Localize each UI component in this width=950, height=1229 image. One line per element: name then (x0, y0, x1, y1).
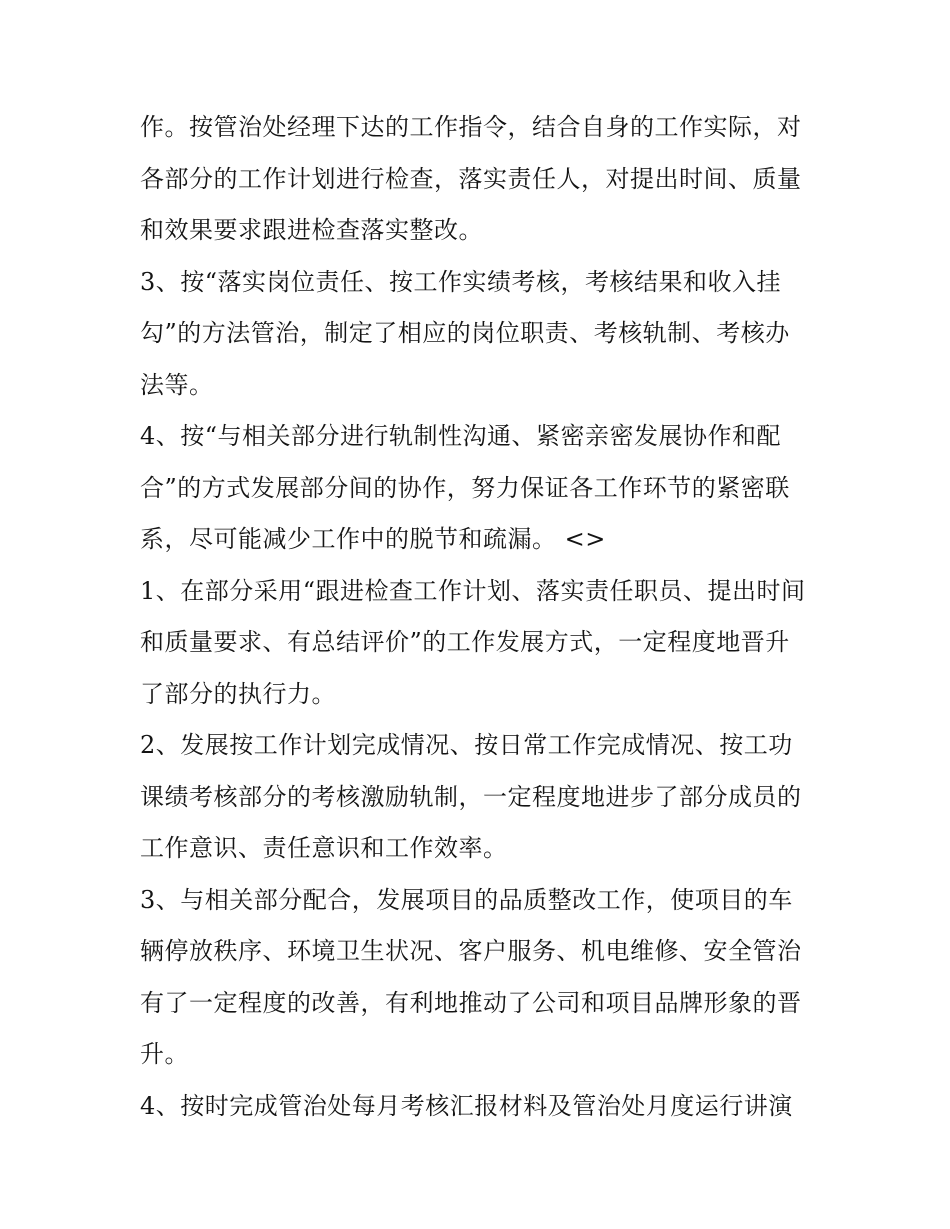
text-line: 和效果要求跟进检查落实整改。 (140, 216, 483, 244)
text-line: 升。 (140, 1040, 189, 1068)
text-line: 3、按“落实岗位责任、按工作实绩考核，考核结果和收入挂 (140, 267, 782, 296)
text-line: 作。按管治处经理下达的工作指令，结合自身的工作实际，对 (140, 113, 802, 141)
text-line: 课绩考核部分的考核激励轨制，一定程度地进步了部分成员的 (140, 782, 802, 811)
text-line: 辆停放秩序、环境卫生状况、客户服务、机电维修、安全管治 (140, 937, 802, 965)
text-line: 了部分的执行力。 (140, 679, 336, 708)
text-line: 1、在部分采用“跟进检查工作计划、落实责任职员、提出时间 (140, 576, 806, 605)
text-line: 3、与相关部分配合，发展项目的品质整改工作，使项目的车 (140, 885, 793, 914)
text-line: 各部分的工作计划进行检查，落实责任人，对提出时间、质量 (140, 164, 802, 193)
text-line: 有了一定程度的改善，有利地推动了公司和项目品牌形象的晋 (140, 988, 802, 1017)
document-body (140, 102, 820, 1132)
text-line: 4、按时完成管治处每月考核汇报材料及管治处月度运行讲演 (140, 1091, 793, 1120)
text-line: 工作意识、责任意识和工作效率。 (140, 834, 508, 862)
text-line: 4、按“与相关部分进行轨制性沟通、紧密亲密发展协作和配 (140, 422, 782, 450)
text-line: 系，尽可能减少工作中的脱节和疏漏。 <> (140, 525, 606, 553)
text-line: 和质量要求、有总结评价”的工作发展方式，一定程度地晋升 (140, 628, 790, 656)
text-line: 2、发展按工作计划完成情况、按日常工作完成情况、按工功 (140, 731, 793, 759)
text-line: 法等。 (140, 370, 214, 399)
text-line: 合”的方式发展部分间的协作，努力保证各工作环节的紧密联 (140, 473, 790, 502)
text-line: 勾”的方法管治，制定了相应的岗位职责、考核轨制、考核办 (140, 319, 790, 347)
